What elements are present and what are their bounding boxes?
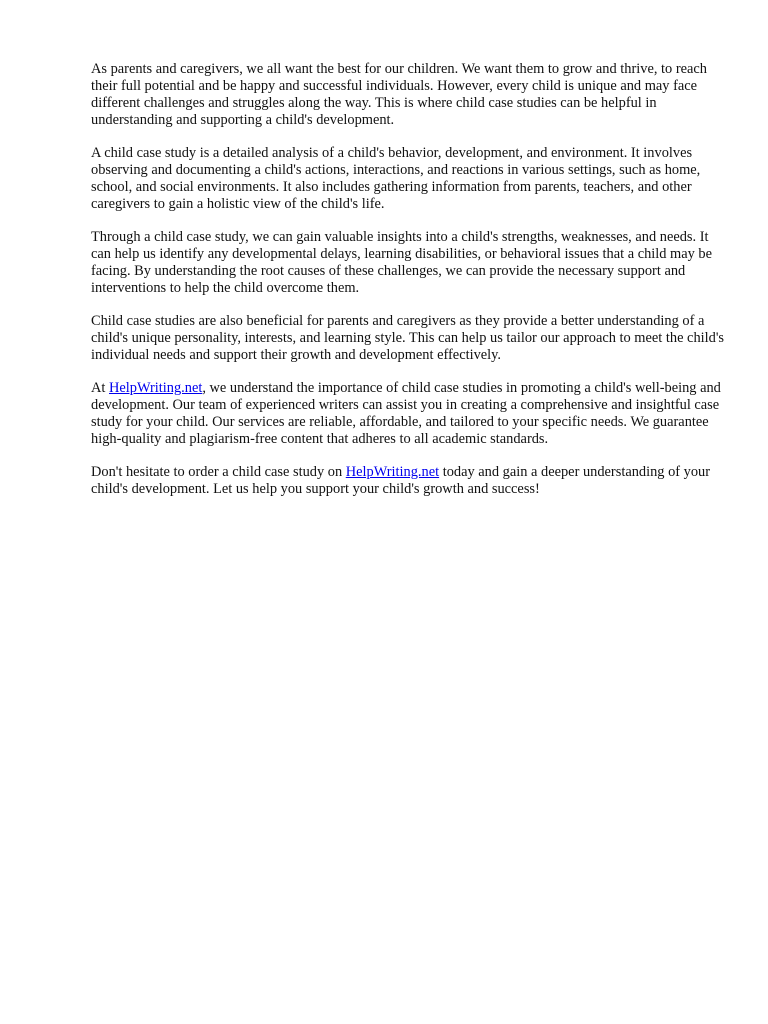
paragraph-intro: As parents and caregivers, we all want the best for our children. We want them to grow and thrive, to reach their full potential and be happy and successful individuals. However, every child is unique and may face different challenges and struggles along the way. This is where child case studies can be helpful in understanding and supporting a child's development. <box>91 61 707 128</box>
paragraph-service-body: , we understand the importance of child case studies in promoting a child's well-being and development. Our team of experienced writers can assist you in creating a comprehensive and insightful case study for your child. Our services are reliable, affordable, and tailored to your specific needs. We guarantee high-quality and plagiarism-free content that adheres to all academic standards. <box>91 380 721 447</box>
paragraph-definition: A child case study is a detailed analysis of a child's behavior, development, and environment. It involves observing and documenting a child's actions, interactions, and reactions in various settings, such as home, school, and social environments. It also includes gathering information from parents, teachers, and other caregivers to gain a holistic view of the child's life. <box>91 145 701 212</box>
paragraph-service-lead: At <box>91 380 109 396</box>
document-page <box>91 61 727 514</box>
paragraph-insights: Through a child case study, we can gain valuable insights into a child's strengths, weaknesses, and needs. It can help us identify any developmental delays, learning disabilities, or behavioral issues that a child may be facing. By understanding the root causes of these challenges, we can provide the necessary support and interventions to help the child overcome them. <box>91 229 713 296</box>
paragraph-cta-body: today and gain a deeper understanding of your child's development. Let us help you support your child's growth and success! <box>91 464 711 497</box>
paragraph-benefits: Child case studies are also beneficial for parents and caregivers as they provide a better understanding of a child's unique personality, interests, and learning style. This can help us tailor our approach to meet the child's individual needs and support their growth and development effectively. <box>91 313 725 363</box>
paragraph-cta-lead: Don't hesitate to order a child case study on <box>91 464 346 480</box>
helpwriting-link-1[interactable]: HelpWriting.net <box>109 380 203 396</box>
helpwriting-link-2[interactable]: HelpWriting.net <box>345 464 440 480</box>
paragraph-service <box>91 380 727 448</box>
paragraph-cta <box>91 464 727 498</box>
